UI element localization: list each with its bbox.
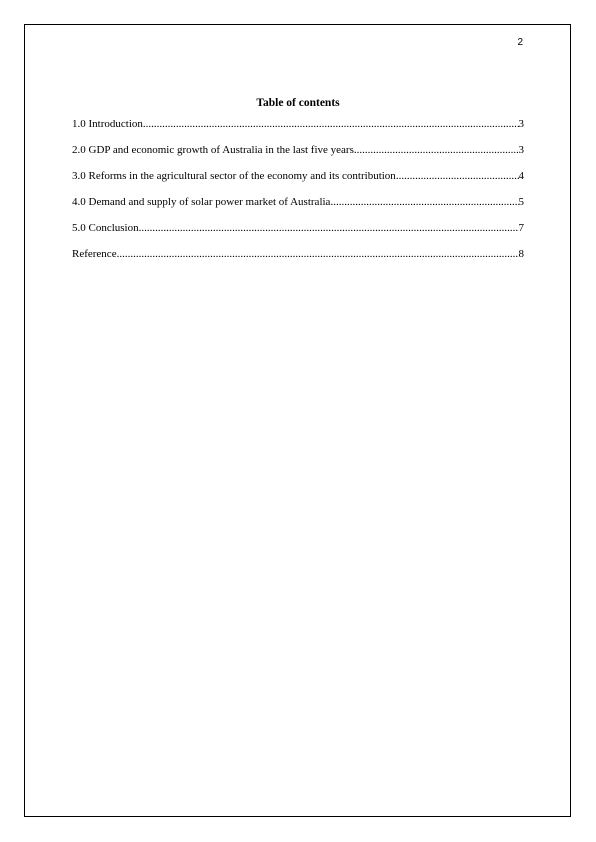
toc-entry-text: 4.0 Demand and supply of solar power market of Australia [72, 196, 331, 208]
toc-entry-text: 5.0 Conclusion [72, 222, 139, 234]
toc-leader-dots [354, 143, 519, 157]
toc-entry-page: 8 [518, 248, 524, 260]
toc-entry-page: 7 [518, 222, 524, 234]
toc-entry-page: 5 [518, 196, 524, 208]
toc-entry-text: 1.0 Introduction [72, 118, 143, 130]
toc-leader-dots [139, 221, 519, 235]
toc-entry-agricultural-reforms[interactable] [72, 169, 524, 195]
toc-entry-introduction[interactable] [72, 117, 524, 143]
toc-entry-text: Reference [72, 248, 117, 260]
toc-entry-conclusion[interactable] [72, 221, 524, 247]
toc-entry-page: 3 [518, 118, 524, 130]
toc-leader-dots [143, 117, 519, 131]
toc-entry-page: 4 [518, 170, 524, 182]
toc-leader-dots [117, 247, 519, 261]
toc-entry-text: 2.0 GDP and economic growth of Australia in the last five years [72, 144, 354, 156]
toc-entry-text: 3.0 Reforms in the agricultural sector of the economy and its contribution [72, 170, 396, 182]
page-number: 2 [517, 37, 523, 48]
toc-list [72, 117, 524, 273]
toc-title: Table of contents [256, 97, 340, 109]
toc-entry-gdp-growth[interactable] [72, 143, 524, 169]
toc-leader-dots [330, 195, 518, 209]
toc-entry-page: 3 [518, 144, 524, 156]
toc-entry-solar-power-market[interactable] [72, 195, 524, 221]
toc-leader-dots [396, 169, 519, 183]
toc-entry-reference[interactable] [72, 247, 524, 273]
